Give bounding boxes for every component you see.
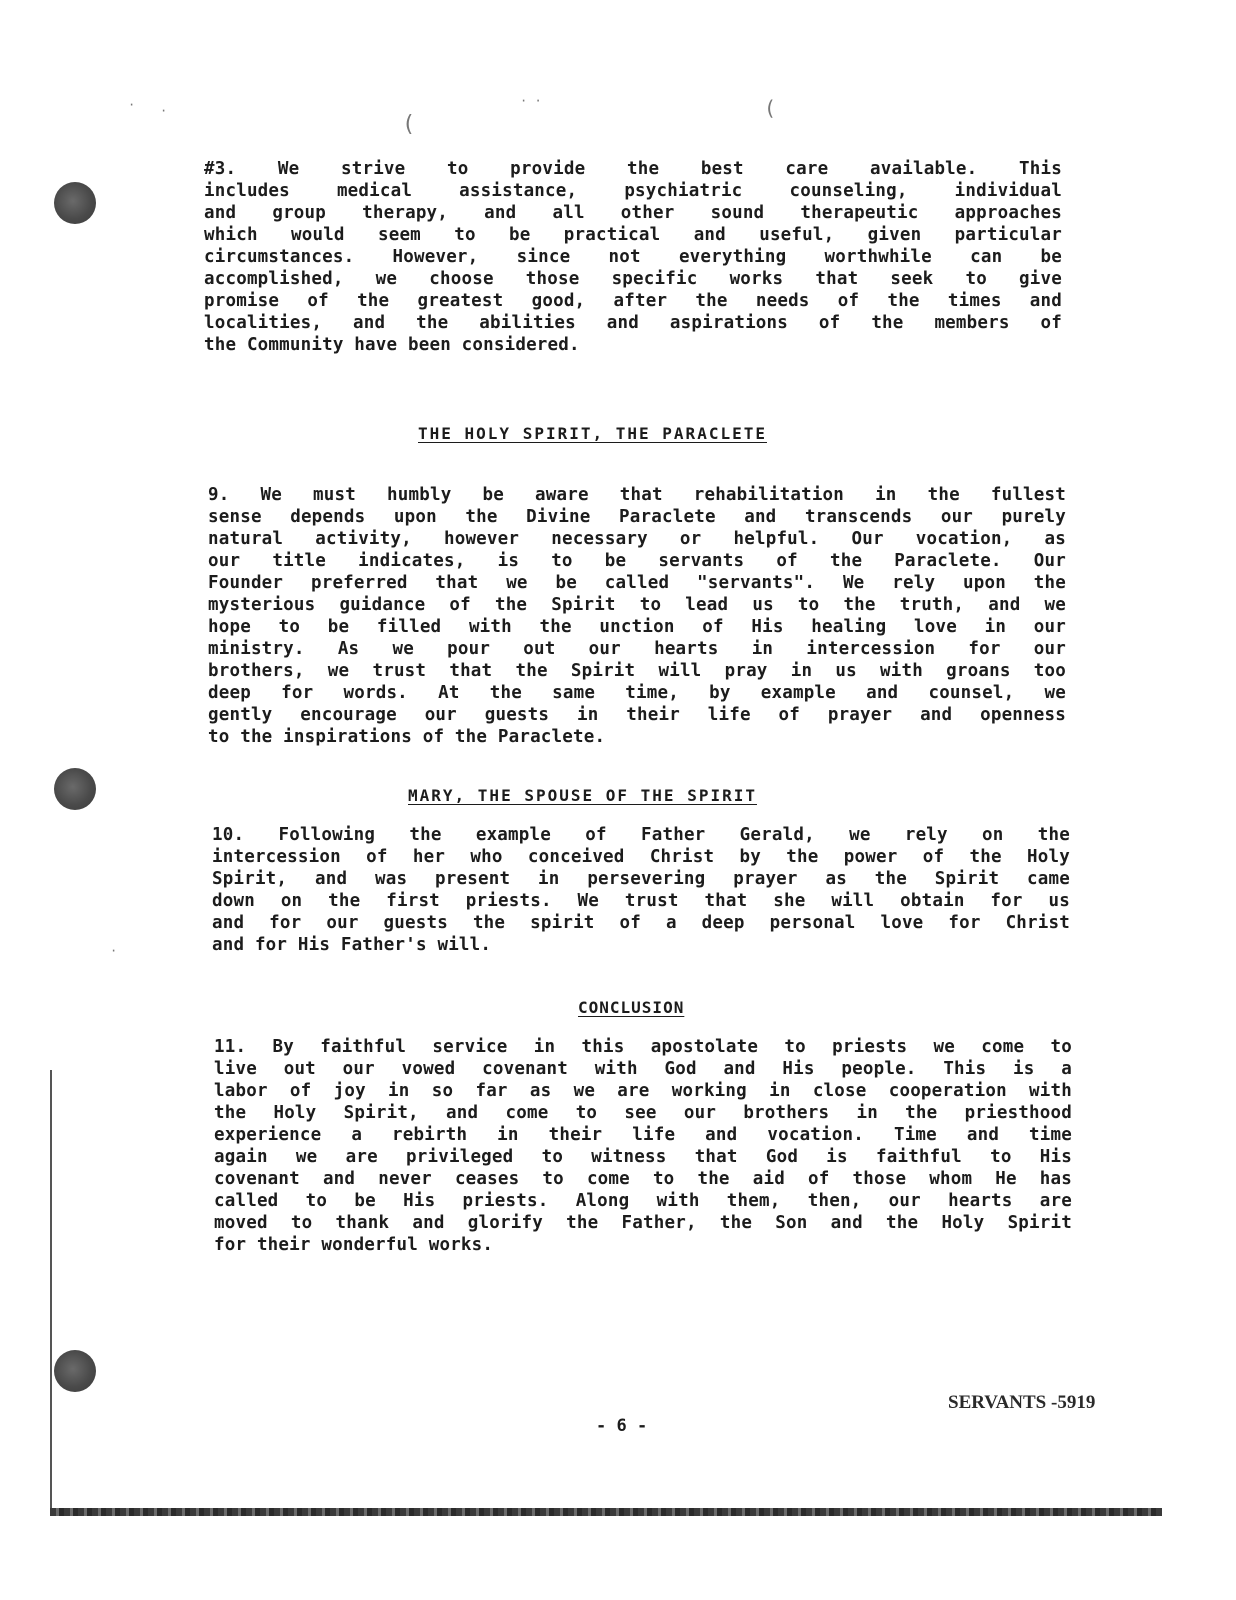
- text-line: includes medical assistance, psychiatric counseling, individual: [204, 181, 1062, 201]
- text-line: labor of joy in so far as we are working in close cooperation with: [214, 1081, 1072, 1101]
- text-line: circumstances. However, since not everything worthwhile can be: [204, 247, 1062, 267]
- text-line: Founder preferred that we be called "servants". We rely upon the: [208, 573, 1066, 593]
- paragraph-3: [204, 158, 1062, 356]
- text-line: Spirit, and was present in persevering prayer as the Spirit came: [212, 869, 1070, 889]
- text-line: hope to be filled with the unction of His healing love in our: [208, 617, 1066, 637]
- text-line: promise of the greatest good, after the needs of the times and: [204, 291, 1062, 311]
- page-number: - 6 -: [596, 1416, 648, 1436]
- text-line: and for our guests the spirit of a deep personal love for Christ: [212, 913, 1070, 933]
- text-line: covenant and never ceases to come to the aid of those whom He has: [214, 1169, 1072, 1189]
- text-line: to the inspirations of the Paraclete.: [208, 727, 606, 747]
- paragraph-10: [212, 824, 1070, 956]
- scan-speck: (: [764, 96, 777, 120]
- text-line: live out our vowed covenant with God and His people. This is a: [214, 1059, 1072, 1079]
- text-line: gently encourage our guests in their life of prayer and openness: [208, 705, 1066, 725]
- heading-holy-spirit: THE HOLY SPIRIT, THE PARACLETE: [418, 424, 767, 443]
- text-line: ministry. As we pour out our hearts in intercession for our: [208, 639, 1066, 659]
- paragraph-11: [214, 1036, 1072, 1256]
- binder-hole-bottom: [54, 1350, 96, 1392]
- text-line: which would seem to be practical and useful, given particular: [204, 225, 1062, 245]
- bates-number: SERVANTS -5919: [948, 1392, 1096, 1413]
- text-line: for their wonderful works.: [214, 1235, 494, 1255]
- scan-speck: ·: [128, 98, 136, 112]
- scan-speck: ·: [160, 104, 168, 118]
- text-line: accomplished, we choose those specific works that seek to give: [204, 269, 1062, 289]
- text-line: experience a rebirth in their life and vocation. Time and time: [214, 1125, 1072, 1145]
- text-line: the Holy Spirit, and come to see our brothers in the priesthood: [214, 1103, 1072, 1123]
- text-line: 9. We must humbly be aware that rehabilitation in the fullest: [208, 485, 1066, 505]
- text-line: sense depends upon the Divine Paraclete and transcends our purely: [208, 507, 1066, 527]
- text-line: moved to thank and glorify the Father, the Son and the Holy Spirit: [214, 1213, 1072, 1233]
- text-line: our title indicates, is to be servants of the Paraclete. Our: [208, 551, 1066, 571]
- text-line: deep for words. At the same time, by example and counsel, we: [208, 683, 1066, 703]
- text-line: localities, and the abilities and aspirations of the members of: [204, 313, 1062, 333]
- text-line: 11. By faithful service in this apostolate to priests we come to: [214, 1037, 1072, 1057]
- scan-edge-line: [50, 1070, 52, 1510]
- text-line: intercession of her who conceived Christ by the power of the Holy: [212, 847, 1070, 867]
- scan-bottom-edge: [50, 1508, 1162, 1516]
- text-line: and for His Father's will.: [212, 935, 492, 955]
- text-line: mysterious guidance of the Spirit to lead us to the truth, and we: [208, 595, 1066, 615]
- binder-hole-middle: [54, 768, 96, 810]
- text-line: down on the first priests. We trust that she will obtain for us: [212, 891, 1070, 911]
- text-line: natural activity, however necessary or helpful. Our vocation, as: [208, 529, 1066, 549]
- scan-speck: (: [402, 112, 416, 137]
- scan-speck: ·: [110, 944, 118, 958]
- text-line: and group therapy, and all other sound therapeutic approaches: [204, 203, 1062, 223]
- scan-speck: · ·: [520, 94, 542, 108]
- heading-mary: MARY, THE SPOUSE OF THE SPIRIT: [408, 786, 757, 805]
- text-line: brothers, we trust that the Spirit will pray in us with groans too: [208, 661, 1066, 681]
- text-line: again we are privileged to witness that God is faithful to His: [214, 1147, 1072, 1167]
- paragraph-9: [208, 484, 1066, 748]
- text-line: 10. Following the example of Father Gerald, we rely on the: [212, 825, 1070, 845]
- binder-hole-top: [54, 182, 96, 224]
- text-line: the Community have been considered.: [204, 335, 580, 355]
- heading-conclusion: CONCLUSION: [578, 998, 685, 1017]
- text-line: #3. We strive to provide the best care available. This: [204, 159, 1062, 179]
- text-line: called to be His priests. Along with them, then, our hearts are: [214, 1191, 1072, 1211]
